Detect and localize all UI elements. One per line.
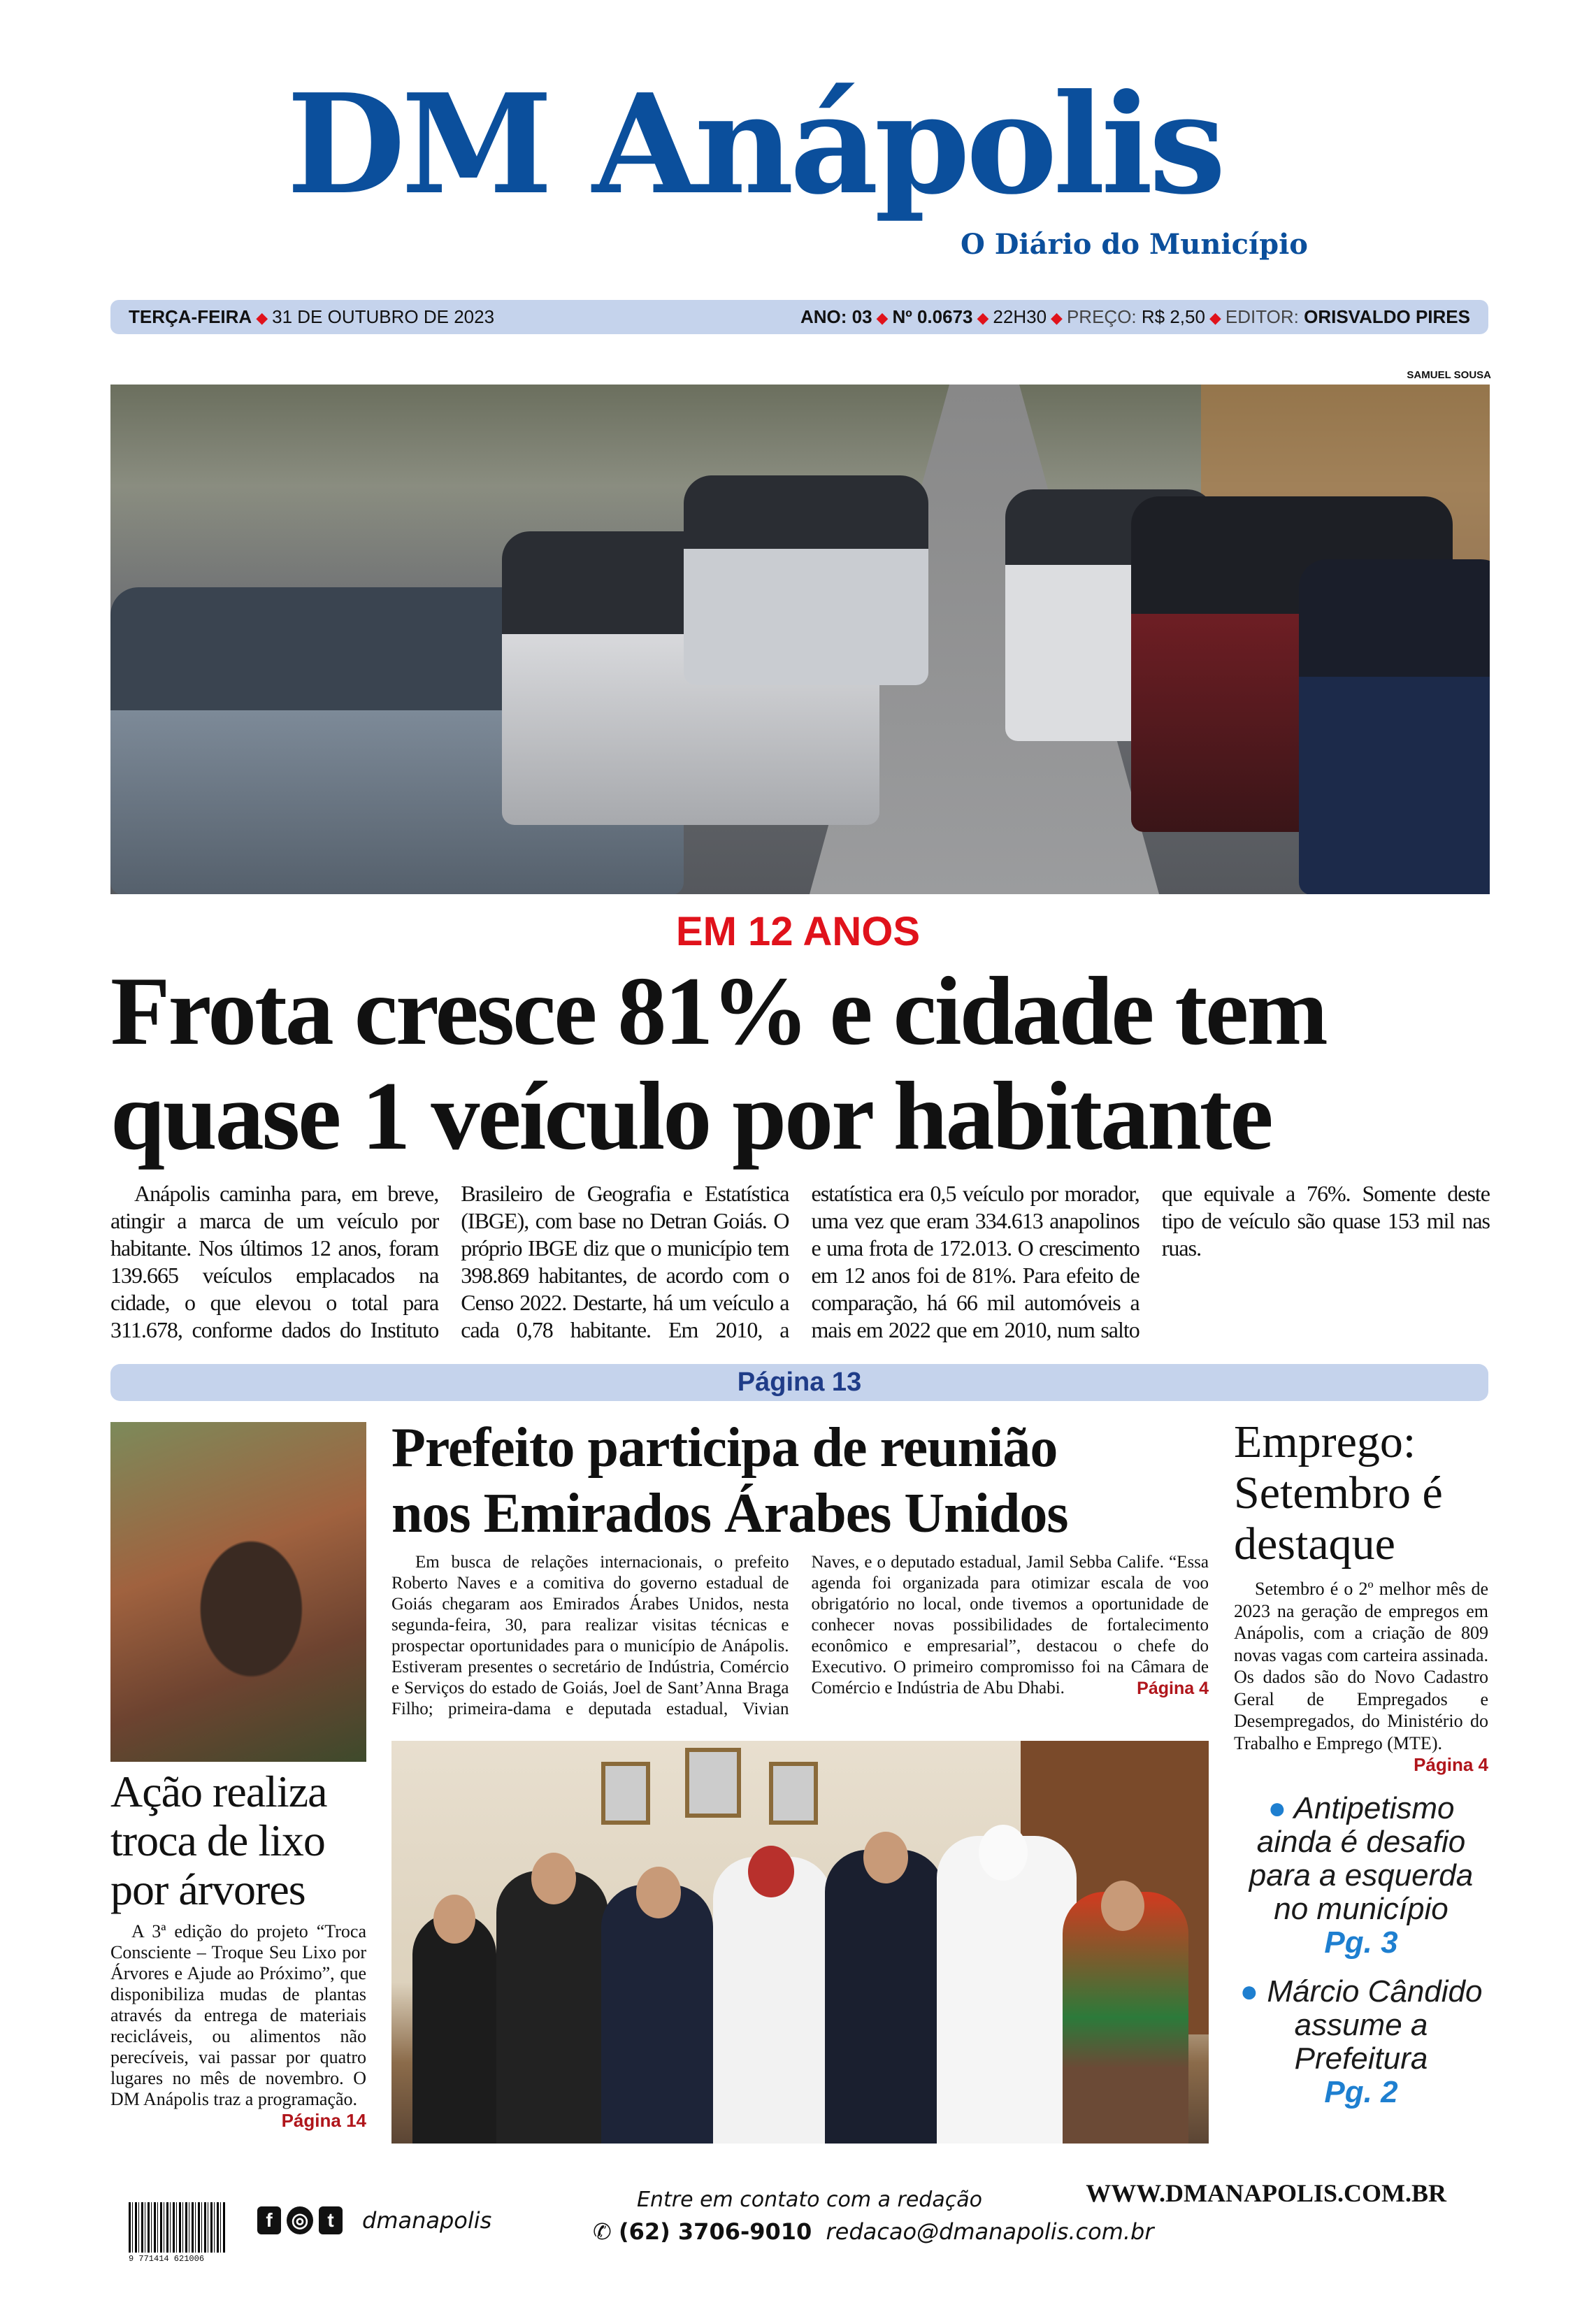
center-story-body [391, 1552, 1209, 1720]
phone-number[interactable]: (62) 3706-9010 [618, 2218, 812, 2245]
left-story-title[interactable]: Ação realiza troca de lixo por árvores [110, 1767, 327, 1914]
date: 31 DE OUTUBRO DE 2023 [272, 306, 495, 327]
photo-credit: SAMUEL SOUSA [1407, 369, 1491, 381]
left-story-text: A 3ª edição do projeto “Troca Consciente – Troque Seu Lixo por Árvores e Ajude ao Próximo”, que disponibiliza mudas de plantas através da entrega de materiais recicláveis, ou alimentos não perecíveis, vai passar por quatro lugares no mês de novembro. O DM Anápolis traz a programação. [110, 1921, 366, 2109]
right-story-body [1234, 1578, 1488, 1776]
teaser-marcio-candido[interactable] [1234, 1975, 1488, 2109]
weekday: TERÇA-FEIRA [129, 306, 252, 327]
bullet-icon: ● [1239, 1974, 1259, 2009]
instagram-icon[interactable]: ◎ [287, 2206, 313, 2234]
delegation-photo [391, 1741, 1209, 2144]
time: 22H30 [993, 306, 1047, 327]
whatsapp-icon: ✆ [593, 2218, 612, 2245]
date-bar [110, 300, 1488, 334]
left-story [110, 1767, 366, 2131]
right-story-text: Setembro é o 2º melhor mês de 2023 na geração de empregos em Anápolis, com a criação de 809 novas vagas com carteira assinada. Os dados são do Novo Cadastro Geral de Empregados e Desempregados, do Ministério do Trabalho e Emprego (MTE). [1234, 1579, 1488, 1753]
social-handle[interactable]: dmanapolis [362, 2207, 492, 2234]
diamond-icon: ◆ [1209, 309, 1221, 326]
left-page-ref[interactable]: Página 14 [281, 2110, 366, 2131]
edition-info [800, 306, 1470, 328]
contact-label: Entre em contato com a redação [637, 2188, 982, 2212]
facebook-icon[interactable]: f [257, 2206, 281, 2234]
center-story-title[interactable] [391, 1415, 1216, 1546]
main-headline[interactable] [110, 959, 1490, 1169]
number-label: Nº [892, 306, 912, 327]
year: 03 [851, 306, 872, 327]
seedling-hands-photo [110, 1422, 366, 1762]
twitter-icon[interactable]: t [319, 2206, 343, 2234]
center-page-ref[interactable]: Página 4 [1137, 1679, 1209, 1698]
diamond-icon: ◆ [1051, 309, 1063, 326]
editor-name: ORISVALDO PIRES [1304, 306, 1470, 327]
teaser-page-ref: Pg. 2 [1324, 2074, 1398, 2109]
teaser-antipetismo[interactable] [1234, 1792, 1488, 1960]
bullet-icon: ● [1267, 1790, 1287, 1825]
headline-line-1: Frota cresce 81% e cidade tem [110, 957, 1326, 1065]
right-page-ref[interactable]: Página 4 [1414, 1754, 1488, 1775]
right-story-title[interactable]: Emprego: Setembro é destaque [1234, 1416, 1443, 1570]
diamond-icon: ◆ [977, 309, 989, 326]
barcode-number: 9 771414 621006 [129, 2254, 205, 2264]
barcode-icon [129, 2202, 227, 2253]
footer [110, 2173, 1488, 2271]
teaser-text: Márcio Cândido assume a Prefeitura [1267, 1974, 1483, 2076]
editor-label: EDITOR: [1225, 306, 1299, 327]
edition-number: 0.0673 [916, 306, 973, 327]
masthead-tagline: O Diário do Município [960, 228, 1308, 261]
center-title-line-1: Prefeito participa de reunião [391, 1417, 1058, 1479]
diamond-icon: ◆ [876, 309, 889, 326]
center-title-line-2: nos Emirados Árabes Unidos [391, 1483, 1068, 1544]
traffic-photo [110, 385, 1490, 894]
website-link[interactable]: WWW.DMANAPOLIS.COM.BR [1086, 2179, 1446, 2207]
left-story-body [110, 1921, 366, 2131]
date-group [129, 306, 494, 328]
teaser-page-ref: Pg. 3 [1324, 1925, 1398, 1960]
price: R$ 2,50 [1141, 306, 1205, 327]
year-label: ANO: [800, 306, 847, 327]
teaser-text: Antipetismo ainda é desafio para a esquerda no município [1249, 1790, 1474, 1926]
price-label: PREÇO: [1066, 306, 1137, 327]
email-link[interactable]: redacao@dmanapolis.com.br [826, 2218, 1154, 2245]
right-column [1234, 1416, 1488, 2109]
diamond-icon: ◆ [256, 309, 268, 326]
main-kicker: EM 12 ANOS [675, 909, 921, 954]
center-story-text: Em busca de relações internacionais, o prefeito Roberto Naves e a comitiva do governo estadual de Goiás chegaram aos Emirados Árabes Unidos, nesta segunda-feira, 30, para realizar visitas técnicas e prospectar oportunidades para o município de Anápolis. Estiveram presentes o secretário de Indústria, Comércio e Serviços do estado de Goiás, Joel de Sant’Anna Braga Filho; primeira-dama e deputada estadual, Vivian Naves, e o deputado estadual, Jamil Sebba Calife. “Essa agenda foi organizada para otimizar escala de voo obrigatório no local, onde tivemos a oportunidade de conhecer novas possibilidades de fortalecimento econômico e empresarial”, destacou o chefe do Executivo. O primeiro compromisso foi na Câmara de Comércio e Indústria de Abu Dhabi. [391, 1553, 1209, 1718]
main-page-ref[interactable]: Página 13 [110, 1364, 1488, 1401]
headline-line-2: quase 1 veículo por habitante [110, 1062, 1272, 1170]
main-story-text: Anápolis caminha para, em breve, atingir a marca de um veículo por habitante. Nos últimos 12 anos, foram 139.665 veículos emplacados na cidade, o que elevou o total para 311.678, conforme dados do Instituto Brasileiro de Geografia e Estatística (IBGE), com base no Detran Goiás. O próprio IBGE diz que o município tem 398.869 habitantes, de acordo com o Censo 2022. Destarte, há um veículo a cada 0,78 habitante. Em 2010, a estatística era 0,5 veículo por morador, uma vez que eram 334.613 anapolinos e uma frota de 172.013. O crescimento em 12 anos foi de 81%. Para efeito de comparação, há 66 mil automóveis a mais em 2022 que em 2010, num salto que equivale a 76%. Somente deste tipo de veículo são quase 153 mil nas ruas. [110, 1181, 1490, 1342]
masthead-logo: DM Anápolis [287, 64, 1222, 225]
main-story-body [110, 1180, 1490, 1344]
